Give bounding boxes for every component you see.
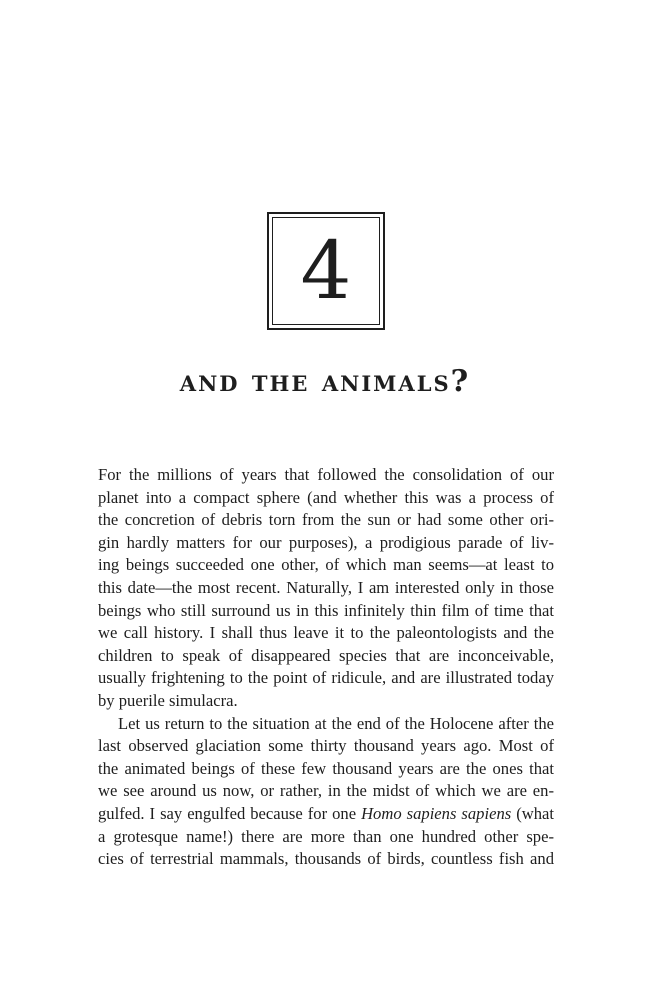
chapter-number: 4 [272,217,380,325]
text-line: Let us return to the situation at the end of the Holocene after the [118,713,554,733]
paragraph-2 [98,713,554,871]
text-line: by puerile simulacra. [98,690,238,710]
text-line: gin hardly matters for our purposes), a prodigious parade of liv- [98,532,554,552]
text-line: cies of terrestrial mammals, thousands of birds, countless fish and [98,849,554,869]
chapter-title: and the animals? [179,364,471,399]
text-line: For the millions of years that followed the consolidation of our [98,465,554,484]
text-run: gulfed. I say engulfed because for one [98,803,362,823]
text-run: (what [511,803,555,823]
text-line: children to speak of disappeared species that are inconceivable, [98,645,554,665]
paragraph-1 [98,464,554,713]
text-line: the animated beings of these few thousand years are the ones that [98,758,554,778]
chapter-number-frame [267,212,385,330]
body-text [98,464,554,871]
italic-term: Homo sapiens sapiens [361,803,512,823]
text-line: ing beings succeeded one other, of which man seems—at least to [98,555,554,575]
text-line-with-italic [98,803,554,826]
text-line: beings who still surround us in this infinitely thin film of time that [98,600,554,620]
text-line: we see around us now, or rather, in the midst of which we are en- [98,781,554,801]
text-line: usually frightening to the point of ridicule, and are illustrated today [98,668,554,688]
text-line: the concretion of debris torn from the sun or had some other ori- [98,510,554,530]
text-line: we call history. I shall thus leave it to the paleontologists and the [98,623,554,643]
text-line: last observed glaciation some thirty thousand years ago. Most of [98,736,554,756]
text-line: planet into a compact sphere (and whether this was a process of [98,487,554,507]
text-line: this date—the most recent. Naturally, I am interested only in those [98,577,554,597]
text-line: a grotesque name!) there are more than one hundred other spe- [98,826,554,846]
